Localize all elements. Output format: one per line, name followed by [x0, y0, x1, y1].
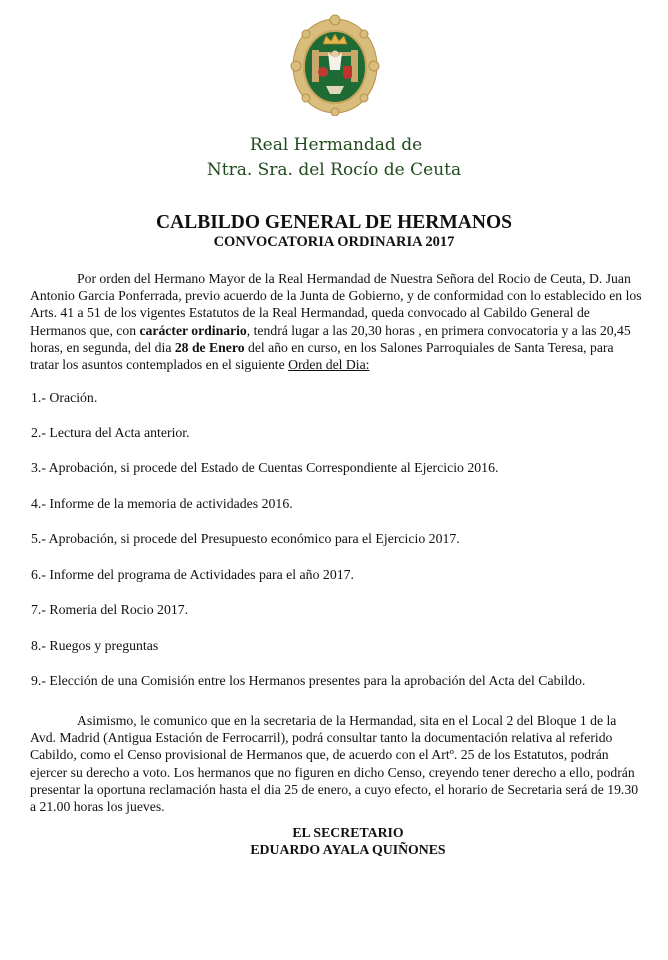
agenda-item: 8.- Ruegos y preguntas [31, 638, 159, 653]
intro-text-b: , tendrá lugar a las 20,30 horas , en primera convocatoria y a las 20,45 horas, en segunda, del dia [30, 322, 631, 355]
intro-paragraph [30, 270, 642, 373]
agenda-item: 7.- Romeria del Rocio 2017. [31, 602, 189, 617]
agenda-item: 4.- Informe de la memoria de actividades 2016. [31, 496, 293, 511]
agenda-item: 9.- Elección de una Comisión entre los Hermanos presentes para la aprobación del Acta del Cabildo. [31, 673, 586, 688]
closing-paragraph [30, 712, 642, 815]
agenda-item: 6.- Informe del programa de Actividades para el año 2017. [31, 567, 354, 582]
intro-text-c: del año en curso, en los Salones Parroquiales de Santa Teresa, para tratar los asuntos contemplados en el siguiente [30, 339, 614, 373]
agenda-item: 1.- Oración. [31, 390, 98, 405]
intro-text-a: Por orden del Hermano Mayor de la Real Hermandad de Nuestra Señora del Rocio de Ceuta, D. Juan Antonio Garcia Ponferrada, previo acuerdo de la Junta de Gobierno, y de conformidad con lo establecido en los Arts. 41 a 51 de los vigentes Estatutos de la Real Hermandad, queda convocado al Cabildo General de Hermanos que, con [30, 271, 642, 338]
document-title: CALBILDO GENERAL DE HERMANOS [156, 212, 512, 233]
brotherhood-crest-icon [290, 14, 380, 116]
intro-bold-date: 28 de Enero [174, 339, 245, 355]
agenda-item: 3.- Aprobación, si procede del Estado de Cuentas Correspondiente al Ejercicio 2016. [31, 460, 499, 475]
signature-name: EDUARDO AYALA QUIÑONES [250, 842, 446, 857]
intro-bold-character: carácter ordinario [139, 322, 247, 338]
agenda-heading: Orden del Dia: [288, 357, 370, 373]
document-subtitle: CONVOCATORIA ORDINARIA 2017 [213, 234, 455, 250]
organization-name-line2: Ntra. Sra. del Rocío de Ceuta [206, 160, 462, 180]
signature-role: EL SECRETARIO [292, 825, 404, 840]
closing-text: Asimismo, le comunico que en la secretaria de la Hermandad, sita en el Local 2 del Bloque 1 de la Avd. Madrid (Antigua Estación de Ferrocarril), podrá consultar tanto la documentación relativa al referido Cabildo, como el Censo provisional de Hermanos que, de acuerdo con el Artº. 25 de los Estatutos, podrán ejercer su derecho a voto. Los hermanos que no figuren en dicho Censo, creyendo tener derecho a ello, podrán presentar la oportuna reclamación hasta el dia 25 de enero, a cuyo efecto, el horario de Secretaria será de 19.30 a 21.00 horas los jueves. [30, 713, 639, 815]
organization-name-line1: Real Hermandad de [249, 135, 423, 155]
agenda-item: 5.- Aprobación, si procede del Presupuesto económico para el Ejercicio 2017. [31, 531, 460, 546]
agenda-item: 2.- Lectura del Acta anterior. [31, 425, 190, 440]
